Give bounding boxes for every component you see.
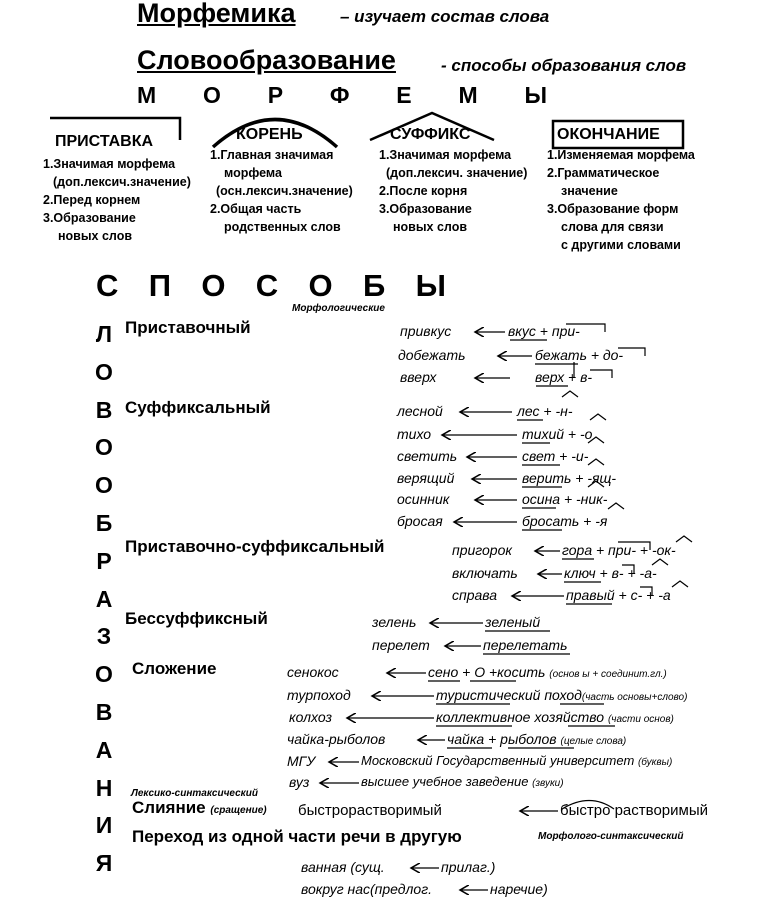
morpheme-item: слова для связи — [561, 220, 664, 234]
example-word: светить — [397, 448, 458, 464]
morpheme-title: ПРИСТАВКА — [55, 133, 154, 150]
example-note: (часть основы+слово) — [581, 692, 688, 703]
example-word: быстрорастворимый — [298, 802, 442, 819]
example-word: добежать — [398, 347, 466, 363]
ways-letter: О — [201, 268, 226, 303]
morpheme-item: морфема — [224, 166, 282, 180]
example-source: перелетать — [483, 637, 568, 653]
example-word: бросая — [397, 513, 443, 529]
example-source-text: туристический поход — [436, 687, 582, 703]
ways-letter: Б — [362, 268, 386, 303]
example-word: сенокос — [287, 664, 339, 680]
morphemes-letter: Ы — [524, 82, 547, 108]
vertical-letter: О — [95, 472, 113, 499]
example-word: пригорок — [452, 542, 512, 558]
morphemes-letter: Р — [267, 82, 284, 108]
vertical-letter: А — [95, 736, 113, 763]
morpheme-title: СУФФИКС — [390, 126, 471, 143]
morpheme-item: 1.Изменяемая морфема — [547, 148, 695, 162]
example-note: (части основ) — [607, 714, 674, 725]
method-prefix-suffix: Приставочно-суффиксальный — [125, 537, 385, 556]
ways-letter: О — [308, 268, 333, 303]
example-source: бросать + -я — [522, 513, 608, 529]
example-word: турпоход — [287, 687, 351, 703]
vertical-letter: В — [95, 396, 113, 423]
example-source-text: коллективное хозяйство — [436, 709, 605, 725]
morpheme-title: КОРЕНЬ — [236, 126, 303, 143]
example-word: ванная (сущ. — [301, 859, 385, 875]
lexsyn-label: Лексико-синтаксический — [131, 788, 258, 799]
morphsyn-label: Морфолого-синтаксический — [538, 831, 684, 842]
example-source: ключ + в- + -а- — [564, 565, 657, 581]
morpheme-item: 1.Значимая морфема — [379, 148, 512, 162]
example-source: свет + -и- — [522, 448, 589, 464]
example-word: колхоз — [289, 709, 332, 725]
vertical-letter: Р — [96, 547, 112, 574]
morphemes-letter: О — [202, 82, 221, 108]
example-source: тихий + -о — [522, 426, 593, 442]
example-source-text: чайка + рыболов — [447, 731, 557, 747]
example-source: быстро растворимый — [560, 802, 708, 819]
method-compound: Сложение — [132, 659, 217, 678]
morphological-label: Морфологические — [292, 303, 385, 314]
morpheme-item: родственных слов — [224, 220, 341, 234]
vertical-letter: О — [95, 434, 113, 461]
example-source: наречие) — [490, 881, 548, 897]
example-note: (основ ы + соединит.гл.) — [549, 669, 667, 680]
morpheme-item: новых слов — [58, 229, 133, 243]
example-source: вкус + при- — [508, 323, 580, 339]
example-source-text: Московский Государственный университет — [361, 753, 635, 768]
wordformation-title: Словообразование — [137, 45, 396, 75]
vertical-letter: И — [95, 812, 113, 839]
vertical-letter: Н — [95, 774, 113, 801]
method-transition: Переход из одной части речи в другую — [132, 827, 462, 846]
example-note: (буквы) — [637, 757, 673, 768]
example-word: чайка-рыболов — [287, 731, 386, 747]
morpheme-item: (доп.лексич.значение) — [53, 175, 191, 189]
morphemes-letter: М — [137, 82, 157, 108]
morpheme-item: новых слов — [393, 220, 468, 234]
example-word: верящий — [397, 470, 455, 486]
method-suffix: Суффиксальный — [125, 398, 271, 417]
method-merge-note: (сращение) — [210, 805, 267, 816]
example-source: зеленый — [485, 614, 541, 630]
example-note: (звуки) — [532, 778, 564, 789]
morpheme-item: 2.Грамматическое — [547, 166, 660, 180]
morphemics-description: – изучает состав слова — [340, 7, 550, 26]
morpheme-item: 2.Общая часть — [210, 202, 302, 216]
example-source: гора + при- + -ок- — [562, 542, 676, 558]
ways-letter: П — [148, 268, 171, 303]
ways-letter: С — [96, 268, 119, 303]
morpheme-item: 3.Образование форм — [547, 202, 679, 216]
example-word: зелень — [372, 614, 417, 630]
ways-letter: С — [255, 268, 279, 303]
vertical-letter: В — [95, 698, 113, 725]
method-prefix: Приставочный — [125, 318, 251, 337]
morpheme-item: 3.Образование — [43, 211, 136, 225]
example-source: бежать + до- — [535, 347, 624, 363]
method-nonsuffix: Бессуффиксный — [125, 609, 268, 628]
root-underlines — [428, 340, 615, 748]
morphemes-letter: Е — [396, 82, 412, 108]
example-note: (целые слова) — [560, 736, 627, 747]
vertical-letter: Л — [95, 321, 113, 347]
morpheme-item: 2.Перед корнем — [43, 193, 141, 207]
morpheme-item: 1.Главная значимая — [210, 148, 334, 162]
vertical-letter: О — [95, 661, 113, 688]
example-source: верить + -ящ- — [522, 470, 617, 486]
morphemics-title: Морфемика — [137, 0, 296, 28]
method-merge-label: Слияние — [132, 798, 206, 817]
morpheme-title: ОКОНЧАНИЕ — [557, 126, 660, 143]
vertical-letter: Б — [95, 509, 113, 536]
example-word: вуз — [289, 774, 310, 790]
example-source: верх + в- — [535, 369, 593, 385]
morpheme-item: 2.После корня — [379, 184, 468, 198]
example-word: осинник — [397, 491, 450, 507]
example-source-text: сено + О +косить — [428, 664, 546, 680]
morpheme-marks — [562, 324, 692, 809]
vertical-letter: О — [95, 358, 113, 385]
morphemes-letter: М — [458, 82, 478, 108]
example-word: вокруг нас(предлог. — [301, 881, 432, 897]
morpheme-item: 1.Значимая морфема — [43, 157, 176, 171]
wordformation-description: - способы образования слов — [441, 56, 687, 75]
vertical-letter: Я — [95, 850, 113, 877]
ways-letter: Ы — [415, 268, 446, 303]
example-source: прилаг.) — [441, 859, 496, 875]
vertical-letter: А — [95, 585, 113, 612]
example-word: справа — [452, 587, 498, 603]
example-word: привкус — [400, 323, 452, 339]
morpheme-item: с другими словами — [561, 238, 681, 252]
example-word: лесной — [397, 403, 443, 419]
example-word: перелет — [372, 637, 430, 653]
vertical-letter: З — [96, 623, 112, 650]
example-source-text: высшее учебное заведение — [361, 774, 529, 789]
example-source: осина + -ник- — [522, 491, 608, 507]
example-word: тихо — [397, 426, 432, 442]
example-source: правый + с- + -а — [566, 587, 671, 603]
morpheme-item: (доп.лексич. значение) — [386, 166, 528, 180]
example-word: включать — [452, 565, 518, 581]
morpheme-item: (осн.лексич.значение) — [216, 184, 353, 198]
morphemes-letter: Ф — [329, 82, 350, 108]
example-word: вверх — [400, 369, 437, 385]
example-word: МГУ — [287, 753, 316, 769]
example-source: лес + -н- — [517, 403, 573, 419]
morpheme-item: 3.Образование — [379, 202, 472, 216]
morpheme-item: значение — [561, 184, 618, 198]
